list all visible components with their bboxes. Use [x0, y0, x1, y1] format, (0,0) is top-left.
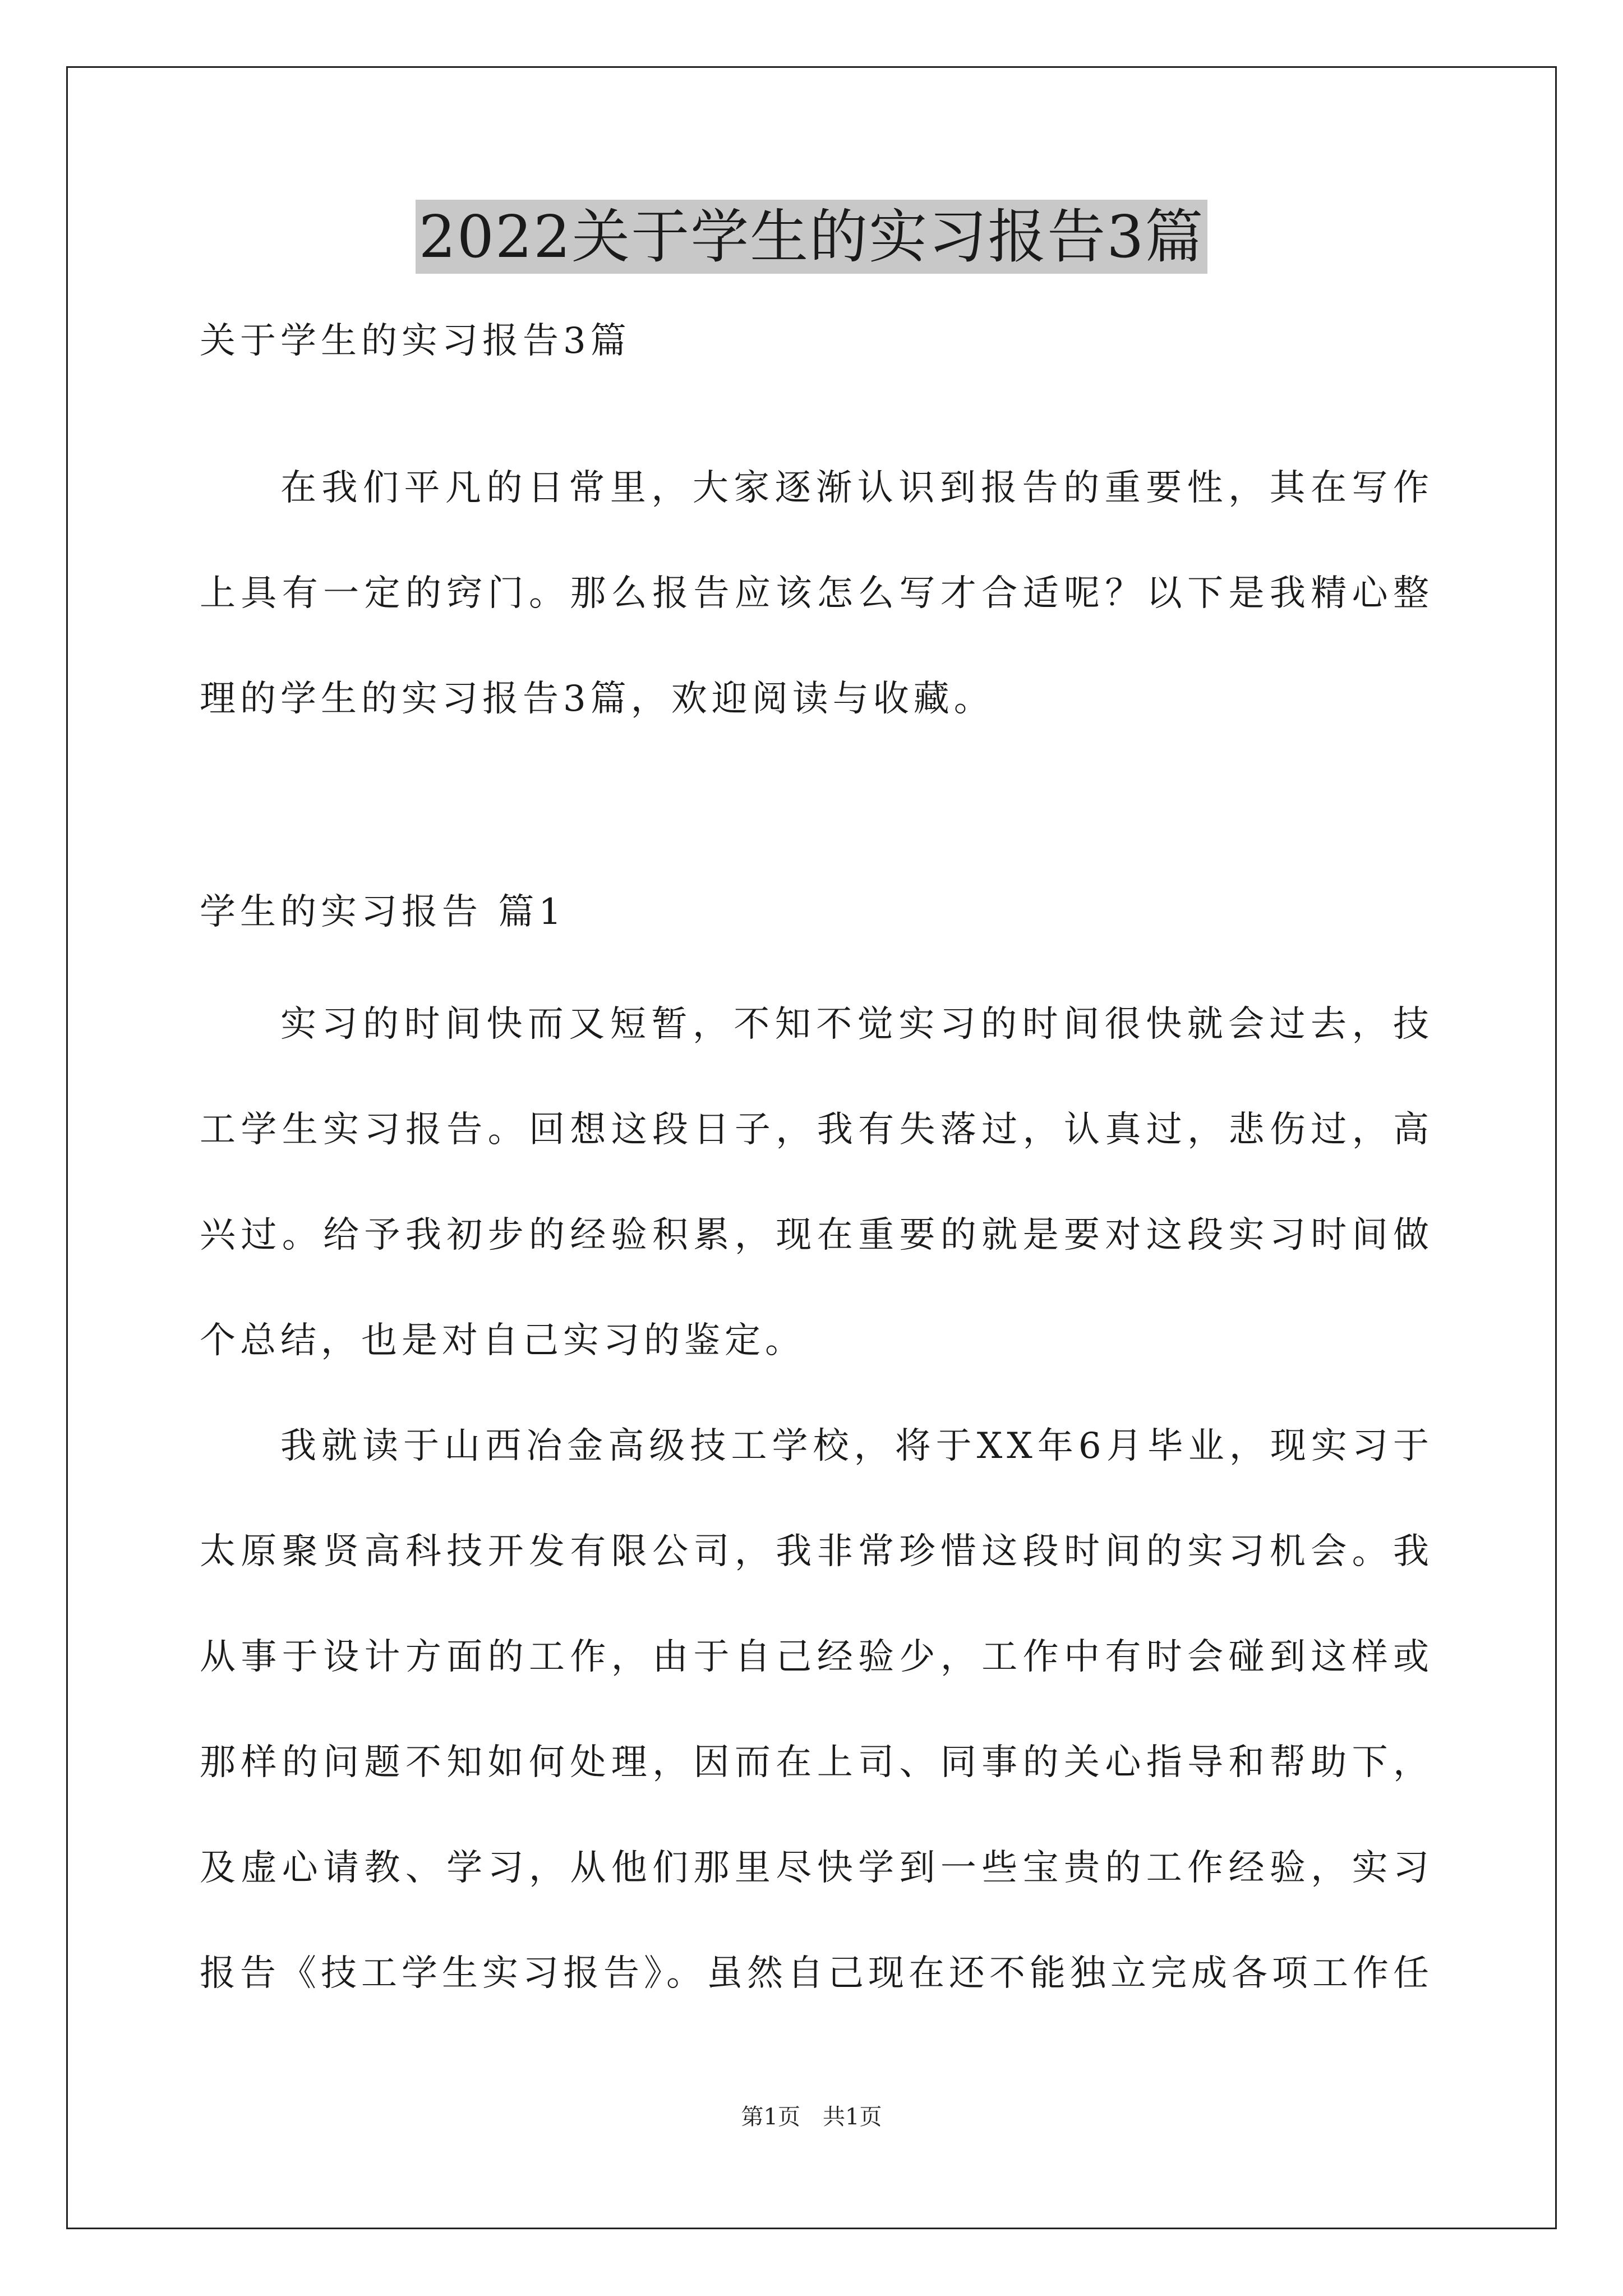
document-subtitle: 关于学生的实习报告3篇 [200, 320, 631, 362]
page-footer: 第1页 共1页 [741, 2104, 882, 2130]
section-1-paragraph-2: 我就读于山西冶金高级技工学校，将于XX年6月毕业，现实习于太原聚贤高科技开发有限公司，我非常珍惜这段时间的实习机会。我从事于设计方面的工作，由于自己经验少，工作中有时会碰到这样或那样的问题不知如何处理，因而在上司、同事的关心指导和帮助下，及虚心请教、学习，从他们那里尽快学到一些宝贵的工作经验，实习报告《技工学生实习报告》。虽然自己现在还不能独立完成各项工作任 [200, 1425, 1433, 1994]
intro-paragraph: 在我们平凡的日常里，大家逐渐认识到报告的重要性，其在写作上具有一定的窍门。那么报告应该怎么写才合适呢？以下是我精心整理的学生的实习报告3篇，欢迎阅读与收藏。 [200, 467, 1433, 720]
section-1-paragraph-1: 实习的时间快而又短暂，不知不觉实习的时间很快就会过去，技工学生实习报告。回想这段日子，我有失落过，认真过，悲伤过，高兴过。给予我初步的经验积累，现在重要的就是要对这段实习时间做个总结，也是对自己实习的鉴定。 [200, 1004, 1433, 1361]
document-title: 2022关于学生的实习报告3篇 [416, 200, 1208, 274]
title-container [0, 200, 1623, 274]
section-1-heading: 学生的实习报告 篇1 [200, 891, 566, 933]
